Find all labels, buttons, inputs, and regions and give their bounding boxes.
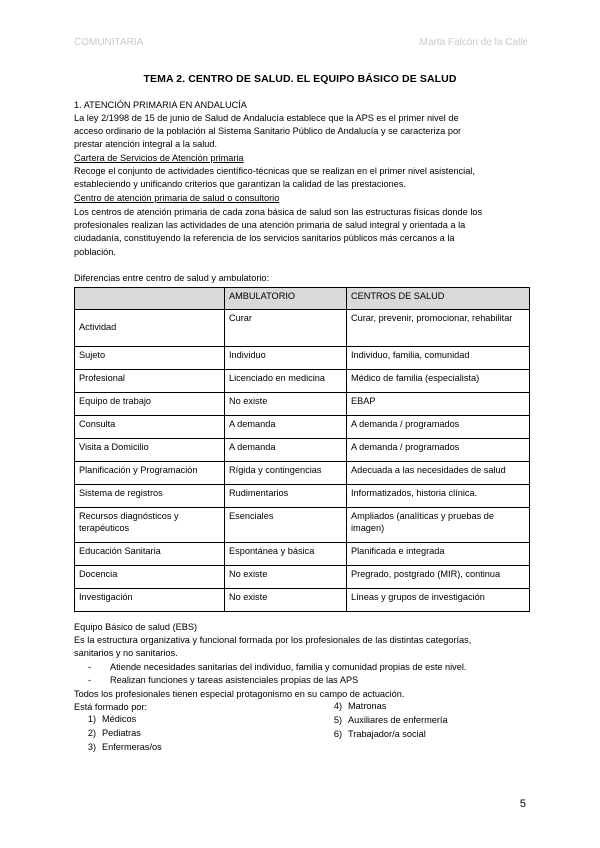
table-row: [75, 416, 530, 439]
table-cell: Médico de familia (especialista): [347, 370, 530, 393]
table-cell: Curar, prevenir, promocionar, rehabilitar: [347, 310, 530, 347]
table-cell: A demanda / programados: [347, 416, 530, 439]
member-name: Pediatras: [102, 728, 141, 738]
member-number: 1): [87, 714, 96, 724]
table-row: [75, 370, 530, 393]
table-cell: Profesional: [75, 370, 225, 393]
member-item: [320, 701, 386, 711]
table-row: [75, 543, 530, 566]
table-cell: Licenciado en medicina: [225, 370, 347, 393]
table-cell: Pregrado, postgrado (MIR), continua: [347, 566, 530, 589]
cartera-paragraph: [74, 165, 534, 191]
table-cell: Esenciales: [225, 508, 347, 543]
member-number: 6): [333, 729, 342, 739]
bullet-item: [88, 675, 358, 685]
text-line: estableciendo y unificando criterios que garantizan la calidad de las prestaciones.: [74, 179, 406, 190]
table-cell: A demanda: [225, 416, 347, 439]
table-cell: Sujeto: [75, 347, 225, 370]
text-line: ciudadanía, constituyendo la referencia de los servicios sanitarios públicos más cercanos a la: [74, 233, 455, 244]
formado-line: Está formado por:: [74, 702, 148, 712]
member-name: Médicos: [102, 714, 137, 724]
table-cell: Sistema de registros: [75, 485, 225, 508]
cartera-heading: Cartera de Servicios de Atención primaria: [74, 153, 244, 163]
member-name: Enfermeras/os: [102, 742, 162, 752]
table-row: [75, 393, 530, 416]
text-line: sanitarios y no sanitarios.: [74, 648, 178, 659]
table-cell: Rígida y contingencias: [225, 462, 347, 485]
member-number: 2): [87, 728, 96, 738]
table-cell: Adecuada a las necesidades de salud: [347, 462, 530, 485]
comparison-table: [74, 287, 530, 612]
table-cell: A demanda / programados: [347, 439, 530, 462]
table-cell: Espontánea y básica: [225, 543, 347, 566]
dash-icon: -: [88, 662, 92, 672]
table-row: [75, 508, 530, 543]
table-caption: Diferencias entre centro de salud y ambulatorio:: [74, 273, 270, 283]
bullet-text: Atiende necesidades sanitarias del individuo, familia y comunidad propias de este nivel.: [110, 662, 467, 672]
table-row: [75, 462, 530, 485]
table-cell: Individuo: [225, 347, 347, 370]
table-cell: Informatizados, historia clínica.: [347, 485, 530, 508]
table-cell: Investigación: [75, 589, 225, 612]
table-cell: Recursos diagnósticos y terapéuticos: [75, 508, 225, 543]
table-cell: Actividad: [75, 310, 225, 347]
header-cell: AMBULATORIO: [225, 288, 347, 310]
header-subject: COMUNITARIA: [74, 37, 144, 48]
text-line: Los centros de atención primaria de cada zona básica de salud son las estructuras físicas donde los: [74, 207, 483, 217]
member-number: 3): [87, 742, 96, 752]
table-cell: Equipo de trabajo: [75, 393, 225, 416]
centro-paragraph: [74, 206, 534, 259]
table-cell: Planificación y Programación: [75, 462, 225, 485]
member-item: [74, 742, 162, 752]
table-row: [75, 566, 530, 589]
table-cell: No existe: [225, 393, 347, 416]
member-name: Trabajador/a social: [348, 729, 426, 739]
member-number: 4): [333, 701, 342, 711]
table-header-row: [75, 288, 530, 310]
bullet-item: [88, 662, 466, 672]
protagonism-line: Todos los profesionales tienen especial protagonismo en su campo de actuación.: [74, 689, 405, 699]
table-row: [75, 485, 530, 508]
table-cell: Líneas y grupos de investigación: [347, 589, 530, 612]
table-cell: Planificada e integrada: [347, 543, 530, 566]
table-cell: Curar: [225, 310, 347, 347]
member-name: Auxiliares de enfermería: [348, 715, 448, 725]
table-cell: No existe: [225, 566, 347, 589]
table-cell: No existe: [225, 589, 347, 612]
table-cell: Visita a Domicilio: [75, 439, 225, 462]
text-line: prestar atención integral a la salud.: [74, 139, 218, 150]
text-line: acceso ordinario de la población al Sistema Sanitario Público de Andalucía y se caracteriza por: [74, 126, 462, 137]
bullet-text: Realizan funciones y tareas asistenciales propias de las APS: [110, 675, 359, 685]
member-item: [74, 728, 141, 738]
table-cell: Ampliados (analíticas y pruebas de imagen): [347, 508, 530, 543]
table-cell: Educación Sanitaria: [75, 543, 225, 566]
ebs-heading: Equipo Básico de salud (EBS): [74, 622, 198, 632]
table-cell: EBAP: [347, 393, 530, 416]
header-cell: [75, 288, 225, 310]
text-line: profesionales realizan las actividades de una atención primaria de salud integral y orientada a la: [74, 220, 466, 231]
table-cell: Docencia: [75, 566, 225, 589]
member-number: 5): [333, 715, 342, 725]
centro-heading: Centro de atención primaria de salud o consultorio: [74, 193, 280, 203]
dash-icon: -: [88, 675, 92, 685]
text-line: población.: [74, 246, 116, 257]
header-author: Marta Falcón de la Calle: [419, 37, 528, 48]
section-heading: 1. ATENCIÓN PRIMARIA EN ANDALUCÍA: [74, 100, 247, 110]
page-number: 5: [519, 798, 526, 810]
text-line: Es la estructura organizativa y funcional formada por los profesionales de las distintas categorías,: [74, 635, 472, 645]
text-line: Recoge el conjunto de actividades científico-técnicas que se realizan en el primer nivel asistencial,: [74, 166, 475, 176]
member-item: [320, 715, 448, 725]
member-item: [74, 714, 136, 724]
table-cell: Consulta: [75, 416, 225, 439]
header-cell: CENTROS DE SALUD: [347, 288, 530, 310]
table-row: [75, 310, 530, 347]
table-cell: A demanda: [225, 439, 347, 462]
intro-paragraph: [74, 112, 534, 152]
text-line: La ley 2/1998 de 15 de junio de Salud de Andalucía establece que la APS es el primer nivel de: [74, 113, 459, 123]
member-name: Matronas: [348, 701, 387, 711]
table-row: [75, 347, 530, 370]
table-cell: Individuo, familia, comunidad: [347, 347, 530, 370]
table-row: [75, 589, 530, 612]
table-row: [75, 439, 530, 462]
member-item: [320, 729, 426, 739]
table-cell: Rudimentarios: [225, 485, 347, 508]
page-title: TEMA 2. CENTRO DE SALUD. EL EQUIPO BÁSICO DE SALUD: [143, 73, 457, 85]
ebs-definition: [74, 634, 534, 660]
